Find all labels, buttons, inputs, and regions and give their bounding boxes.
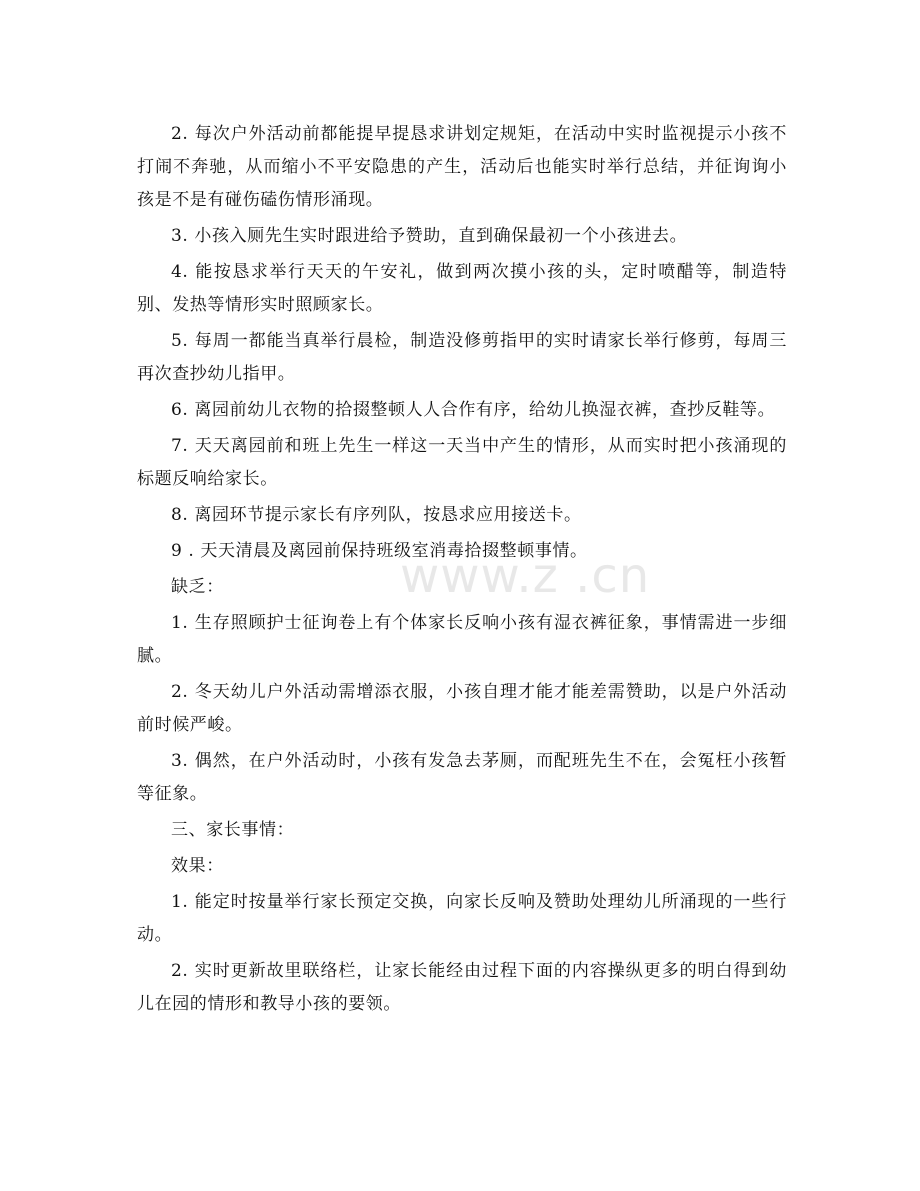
paragraph: 3. 小孩入厕先生实时跟进给予赞助，直到确保最初一个小孩进去。 <box>171 226 688 246</box>
section-heading: 三、家长事情： <box>171 820 295 840</box>
paragraph: 9 . 天天清晨及离园前保持班级室消毒拾掇整顿事情。 <box>171 541 588 561</box>
paragraph: 6. 离园前幼儿衣物的拾掇整顿人人合作有序，给幼儿换湿衣裤，查抄反鞋等。 <box>171 400 776 420</box>
paragraph: 1. 生存照顾护士征询卷上有个体家长反响小孩有湿衣裤征象，事情需进一步细腻。 <box>137 613 787 666</box>
section-label: 效果： <box>171 856 224 876</box>
paragraph: 8. 离园环节提示家长有序列队，按恳求应用接送卡。 <box>171 505 582 525</box>
paragraph: 4. 能按恳求举行天天的午安礼，做到两次摸小孩的头，定时喷醋等，制造特别、发热等情形实时照顾家长。 <box>137 262 787 315</box>
paragraph: 3. 偶然，在户外活动时，小孩有发急去茅厕，而配班先生不在，会冤枉小孩暂等征象。 <box>137 751 787 804</box>
paragraph: 2. 每次户外活动前都能提早提恳求讲划定规矩，在活动中实时监视提示小孩不打闹不奔驰，从而缩小不平安隐患的产生，活动后也能实时举行总结，并征询询小孩是不是有碰伤磕伤情形涌现。 <box>137 124 787 210</box>
paragraph: 5. 每周一都能当真举行晨检，制造没修剪指甲的实时请家长举行修剪，每周三再次查抄幼儿指甲。 <box>137 331 787 384</box>
watermark: www.z .cn <box>400 548 651 604</box>
paragraph: 2. 冬天幼儿户外活动需增添衣服，小孩自理才能才能差需赞助，以是户外活动前时候严峻。 <box>137 682 787 735</box>
paragraph: 2. 实时更新故里联络栏，让家长能经由过程下面的内容操纵更多的明白得到幼儿在园的情形和教导小孩的要领。 <box>137 961 787 1014</box>
paragraph: 7. 天天离园前和班上先生一样这一天当中产生的情形，从而实时把小孩涌现的标题反响给家长。 <box>137 436 787 489</box>
document-body <box>137 118 787 1024</box>
section-label: 缺乏： <box>171 577 224 597</box>
paragraph: 1. 能定时按量举行家长预定交换，向家长反响及赞助处理幼儿所涌现的一些行动。 <box>137 892 787 945</box>
